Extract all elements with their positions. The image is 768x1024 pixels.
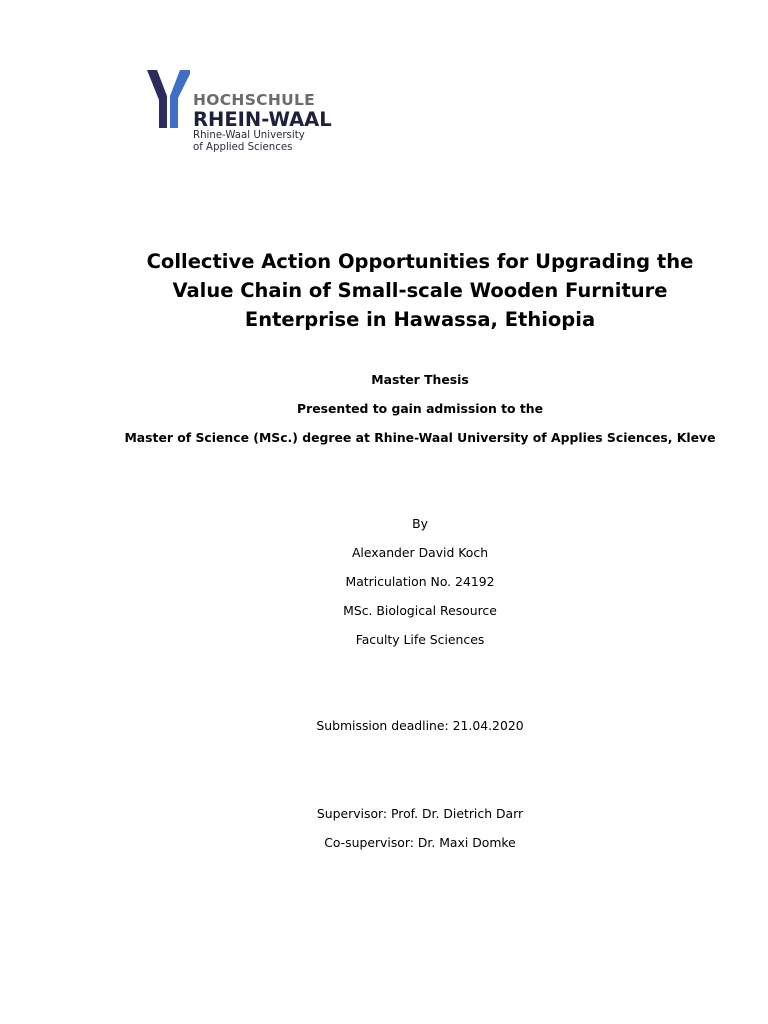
logo-text-university: Rhine-Waal University <box>193 130 305 141</box>
thesis-degree: Master of Science (MSc.) degree at Rhine-Waal University of Applies Sciences, Kleve <box>124 430 716 445</box>
university-logo <box>145 68 345 158</box>
author-name: Alexander David Koch <box>351 545 489 560</box>
author-program: MSc. Biological Resource <box>343 603 497 618</box>
thesis-presented: Presented to gain admission to the <box>297 401 543 416</box>
co-supervisor: Co-supervisor: Dr. Maxi Domke <box>324 835 516 850</box>
logo-text-applied-sciences: of Applied Sciences <box>193 142 293 153</box>
supervisor: Supervisor: Prof. Dr. Dietrich Darr <box>316 806 524 821</box>
logo-text-hochschule: HOCHSCHULE <box>193 91 316 109</box>
author-matriculation: Matriculation No. 24192 <box>345 574 495 589</box>
logo-text-rhein-waal: RHEIN-WAAL <box>193 108 332 131</box>
thesis-type: Master Thesis <box>371 372 469 387</box>
author-faculty: Faculty Life Sciences <box>355 632 485 647</box>
submission-deadline: Submission deadline: 21.04.2020 <box>316 718 524 733</box>
author-by: By <box>412 516 428 531</box>
university-logo-mark-icon <box>145 68 195 130</box>
thesis-title: Collective Action Opportunities for Upgrading the Value Chain of Small-scale Wooden Furniture Enterprise in Hawassa, Ethiopia <box>146 250 694 331</box>
